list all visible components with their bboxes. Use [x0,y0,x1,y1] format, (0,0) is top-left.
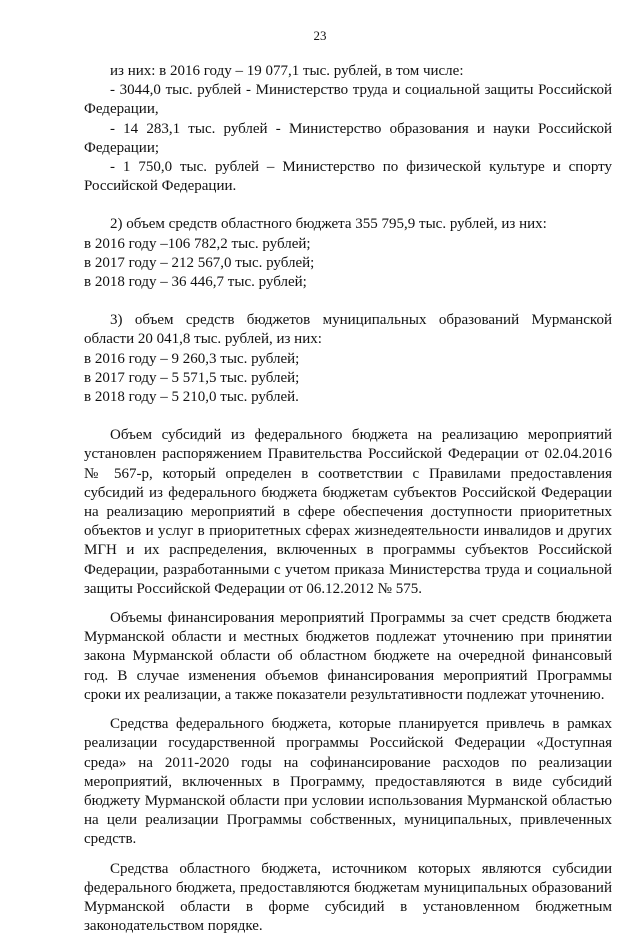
regional-2018-line: в 2018 году – 36 446,7 тыс. рублей; [84,274,307,291]
municipal-2017-line: в 2017 году – 5 571,5 тыс. рублей; [84,369,300,386]
paragraph-regional-subsidies: Средства областного бюджета, источником которых являются субсидии федерального бюджета, предоставляются бюджетам муниципальных образований Мурманской области в форме субсидий в установленном бюджетным законодательством порядке. [84,860,612,935]
municipal-2016-line: в 2016 году – 9 260,3 тыс. рублей; [84,350,300,367]
municipal-total-line: 3) объем средств бюджетов муниципальных образований Мурманской области 20 041,8 тыс. рублей, из них: [84,312,612,348]
paragraph-federal-funds: Средства федерального бюджета, которые планируется привлечь в рамках реализации государственной программы Российской Федерации «Доступная среда» на 2011-2020 годы на софинансирование расходов по реализации мероприятий, включенных в Программу, предоставляются в виде субсидий бюджету Мурманской области при условии использования Мурманской областью на цели реализации Программы собственных, муниципальных, привлеченных средств. [84,716,612,848]
federal-total-line: из них: в 2016 году – 19 077,1 тыс. рублей, в том числе: [110,63,464,79]
federal-item-labor: - 3044,0 тыс. рублей - Министерство труда и социальной защиты Российской Федерации, [84,82,612,118]
federal-item-education: - 14 283,1 тыс. рублей - Министерство образования и науки Российской Федерации; [84,120,612,156]
federal-funds-block [84,62,612,196]
municipal-funds-block [84,311,612,407]
regional-2017-line: в 2017 году – 212 567,0 тыс. рублей; [84,254,315,271]
regional-funds-block [84,215,612,292]
page-number: 23 [313,28,327,43]
regional-total-line: 2) объем средств областного бюджета 355 795,9 тыс. рублей, из них: [110,216,547,233]
paragraph-subsidy-volume: Объем субсидий из федерального бюджета на реализацию мероприятий установлен распоряжением Правительства Российской Федерации от 02.04.2016 № 567-р, который определен в соответствии с Правилами предоставления субсидий из федерального бюджета бюджетам субъектов Российской Федерации на реализацию мероприятий в сфере обеспечения доступности приоритетных объектов и услуг в приоритетных сферах жизнедеятельности инвалидов и других МГН и их распределения, включенных в программы субъектов Российской Федерации, разработанными с учетом приказа Министерства труда и социальной защиты Российской Федерации от 06.12.2012 № 575. [84,427,612,597]
document-body [84,62,612,936]
regional-2016-line: в 2016 году –106 782,2 тыс. рублей; [84,235,311,252]
paragraph-funding-clarification: Объемы финансирования мероприятий Программы за счет средств бюджета Мурманской области и местных бюджетов подлежат уточнению при принятии закона Мурманской области об областном бюджете на очередной финансовый год. В случае изменения объемов финансирования мероприятий Программы сроки их реализации, а также показатели результативности подлежат уточнению. [84,610,612,703]
federal-item-sport: - 1 750,0 тыс. рублей – Министерство по физической культуре и спорту Российской Федерации. [84,159,612,195]
municipal-2018-line: в 2018 году – 5 210,0 тыс. рублей. [84,389,299,406]
